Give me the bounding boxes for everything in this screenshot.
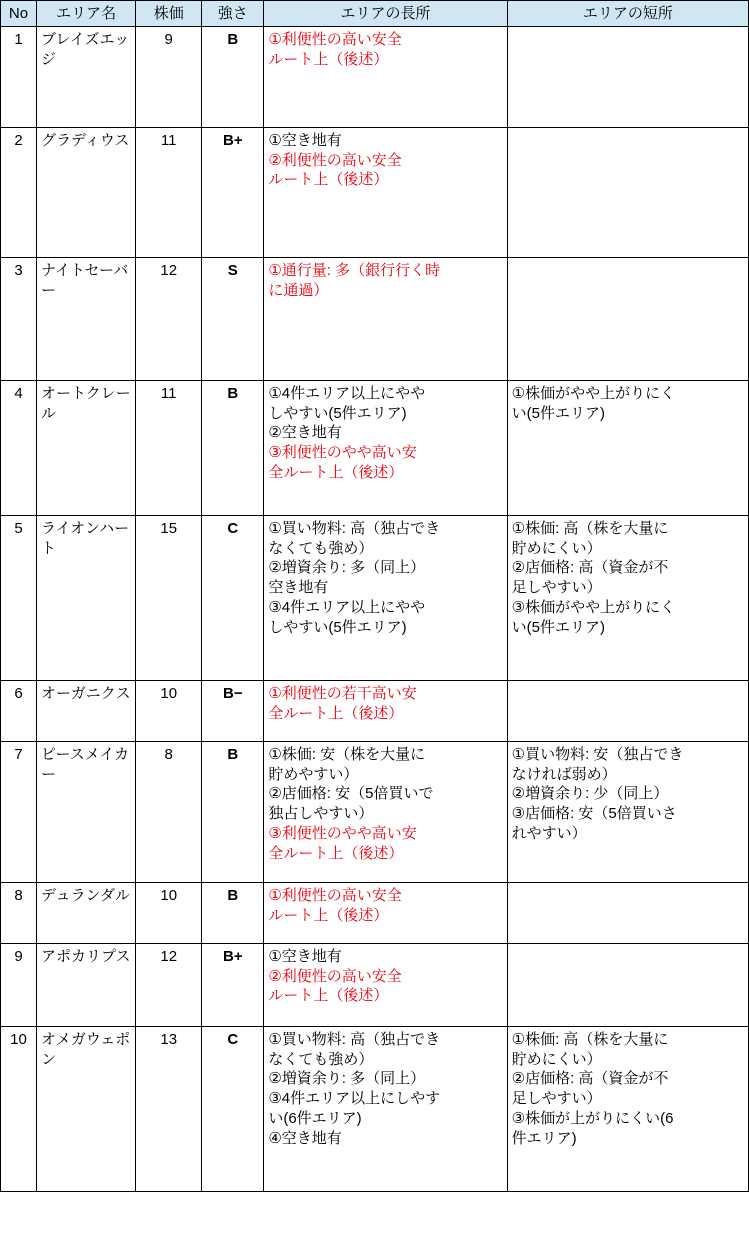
cell-stock-price: 11 (136, 380, 202, 515)
text-line: ②店価格: 高（資金が不 (511, 1070, 669, 1088)
text-line: ③4件エリア以上にしやす (268, 1090, 441, 1108)
text-line: い(6件エリア) (268, 1109, 362, 1127)
text-line: しやすい(5件エリア) (268, 404, 407, 422)
text-line: ルート上（後述） (268, 987, 389, 1005)
text-line: 全ルート上（後述） (268, 463, 404, 481)
table-row (1, 127, 749, 257)
text-line: 貯めにくい） (511, 539, 602, 557)
column-header-cons: エリアの短所 (507, 1, 748, 27)
cell-cons (507, 515, 748, 680)
text-line: ①買い物料: 安（独占でき (511, 745, 684, 763)
cell-cons (507, 943, 748, 1026)
text-line: 空き地有 (268, 579, 329, 597)
cell-pros (264, 882, 507, 943)
cell-strength: B (202, 380, 264, 515)
cell-pros (264, 943, 507, 1026)
text-line: ①買い物料: 高（独占でき (268, 519, 441, 537)
column-header-stock-price: 株価 (136, 1, 202, 27)
cell-cons (507, 1026, 748, 1191)
cell-pros (264, 1026, 507, 1191)
text-line: ②増資余り: 多（同上） (268, 1070, 426, 1088)
cell-no: 5 (1, 515, 37, 680)
text-line: ①利便性の高い安全 (268, 886, 402, 904)
text-line: ルート上（後述） (268, 50, 389, 68)
cell-strength: C (202, 1026, 264, 1191)
cell-stock-price: 12 (136, 943, 202, 1026)
text-line: ②増資余り: 少（同上） (511, 785, 669, 803)
text-line: ③利便性のやや高い安 (268, 824, 417, 842)
table-header (1, 1, 749, 27)
cell-area-name: ナイトセーバー (37, 257, 136, 380)
cell-stock-price: 10 (136, 680, 202, 741)
cell-cons (507, 26, 748, 127)
cell-strength: C (202, 515, 264, 680)
table-header-row (1, 1, 749, 27)
cell-stock-price: 9 (136, 26, 202, 127)
cell-area-name: オートクレール (37, 380, 136, 515)
text-line: ①株価: 安（株を大量に (268, 745, 426, 763)
table-row (1, 515, 749, 680)
text-line: ①通行量: 多（銀行行く時 (268, 261, 441, 279)
text-line: に通過） (268, 281, 329, 299)
cell-no: 3 (1, 257, 37, 380)
cell-cons (507, 741, 748, 882)
text-line: しやすい(5件エリア) (268, 618, 407, 636)
cell-area-name: グラディウス (37, 127, 136, 257)
column-header-area-name: エリア名 (37, 1, 136, 27)
text-line: 全ルート上（後述） (268, 844, 404, 862)
text-line: ①空き地有 (268, 947, 342, 965)
text-line: ②増資余り: 多（同上） (268, 559, 426, 577)
cell-no: 6 (1, 680, 37, 741)
text-line: ①株価: 高（株を大量に (511, 1030, 669, 1048)
text-line: 件エリア) (511, 1129, 577, 1147)
text-line: ②店価格: 高（資金が不 (511, 559, 669, 577)
table-row (1, 380, 749, 515)
cell-pros (264, 127, 507, 257)
text-line: ①利便性の若干高い安 (268, 684, 417, 702)
table-row (1, 26, 749, 127)
text-line: ルート上（後述） (268, 171, 389, 189)
cell-cons (507, 882, 748, 943)
cell-cons (507, 680, 748, 741)
text-line: ルート上（後述） (268, 906, 389, 924)
cell-no: 9 (1, 943, 37, 1026)
text-line: い(5件エリア) (511, 618, 605, 636)
cell-area-name: オメガウェポン (37, 1026, 136, 1191)
text-line: ②空き地有 (268, 424, 342, 442)
cell-cons (507, 127, 748, 257)
text-line: 足しやすい） (511, 579, 602, 597)
cell-stock-price: 8 (136, 741, 202, 882)
table-row (1, 257, 749, 380)
cell-no: 7 (1, 741, 37, 882)
text-line: ②利便性の高い安全 (268, 151, 402, 169)
cell-strength: B− (202, 680, 264, 741)
text-line: 独占しやすい） (268, 805, 374, 823)
text-line: れやすい） (511, 824, 587, 842)
text-line: ④空き地有 (268, 1129, 342, 1147)
cell-no: 8 (1, 882, 37, 943)
text-line: ②利便性の高い安全 (268, 967, 402, 985)
text-line: ③株価が上がりにくい(6 (511, 1109, 674, 1127)
table-row (1, 943, 749, 1026)
text-line: 貯めにくい） (511, 1050, 602, 1068)
text-line: ①空き地有 (268, 131, 342, 149)
cell-strength: S (202, 257, 264, 380)
cell-area-name: オーガニクス (37, 680, 136, 741)
cell-pros (264, 680, 507, 741)
cell-no: 1 (1, 26, 37, 127)
cell-stock-price: 15 (136, 515, 202, 680)
cell-pros (264, 380, 507, 515)
text-line: 貯めやすい） (268, 765, 359, 783)
text-line: ③利便性のやや高い安 (268, 444, 417, 462)
column-header-no: No (1, 1, 37, 27)
text-line: ①4件エリア以上にやや (268, 384, 426, 402)
cell-pros (264, 257, 507, 380)
text-line: なくても強め） (268, 1050, 374, 1068)
cell-area-name: ピースメイカー (37, 741, 136, 882)
text-line: ③株価がやや上がりにく (511, 598, 676, 616)
cell-strength: B+ (202, 127, 264, 257)
cell-no: 10 (1, 1026, 37, 1191)
cell-no: 2 (1, 127, 37, 257)
cell-strength: B (202, 882, 264, 943)
cell-no: 4 (1, 380, 37, 515)
table-row (1, 680, 749, 741)
cell-area-name: ライオンハート (37, 515, 136, 680)
text-line: ①株価がやや上がりにく (511, 384, 676, 402)
column-header-pros: エリアの長所 (264, 1, 507, 27)
cell-stock-price: 12 (136, 257, 202, 380)
table-row (1, 882, 749, 943)
text-line: 全ルート上（後述） (268, 704, 404, 722)
table-row (1, 741, 749, 882)
table-row (1, 1026, 749, 1191)
cell-area-name: アポカリプス (37, 943, 136, 1026)
text-line: なければ弱め） (511, 765, 617, 783)
cell-pros (264, 26, 507, 127)
cell-cons (507, 257, 748, 380)
text-line: ③店価格: 安（5倍買いさ (511, 805, 677, 823)
cell-pros (264, 741, 507, 882)
cell-stock-price: 11 (136, 127, 202, 257)
cell-stock-price: 10 (136, 882, 202, 943)
text-line: ③4件エリア以上にやや (268, 598, 426, 616)
cell-strength: B (202, 26, 264, 127)
cell-cons (507, 380, 748, 515)
text-line: 足しやすい） (511, 1090, 602, 1108)
text-line: い(5件エリア) (511, 404, 605, 422)
text-line: ①利便性の高い安全 (268, 30, 402, 48)
cell-strength: B+ (202, 943, 264, 1026)
text-line: ①株価: 高（株を大量に (511, 519, 669, 537)
column-header-strength: 強さ (202, 1, 264, 27)
cell-strength: B (202, 741, 264, 882)
table-body (1, 26, 749, 1191)
text-line: なくても強め） (268, 539, 374, 557)
cell-pros (264, 515, 507, 680)
text-line: ①買い物料: 高（独占でき (268, 1030, 441, 1048)
cell-stock-price: 13 (136, 1026, 202, 1191)
text-line: ②店価格: 安（5倍買いで (268, 785, 434, 803)
cell-area-name: デュランダル (37, 882, 136, 943)
cell-area-name: ブレイズエッジ (37, 26, 136, 127)
